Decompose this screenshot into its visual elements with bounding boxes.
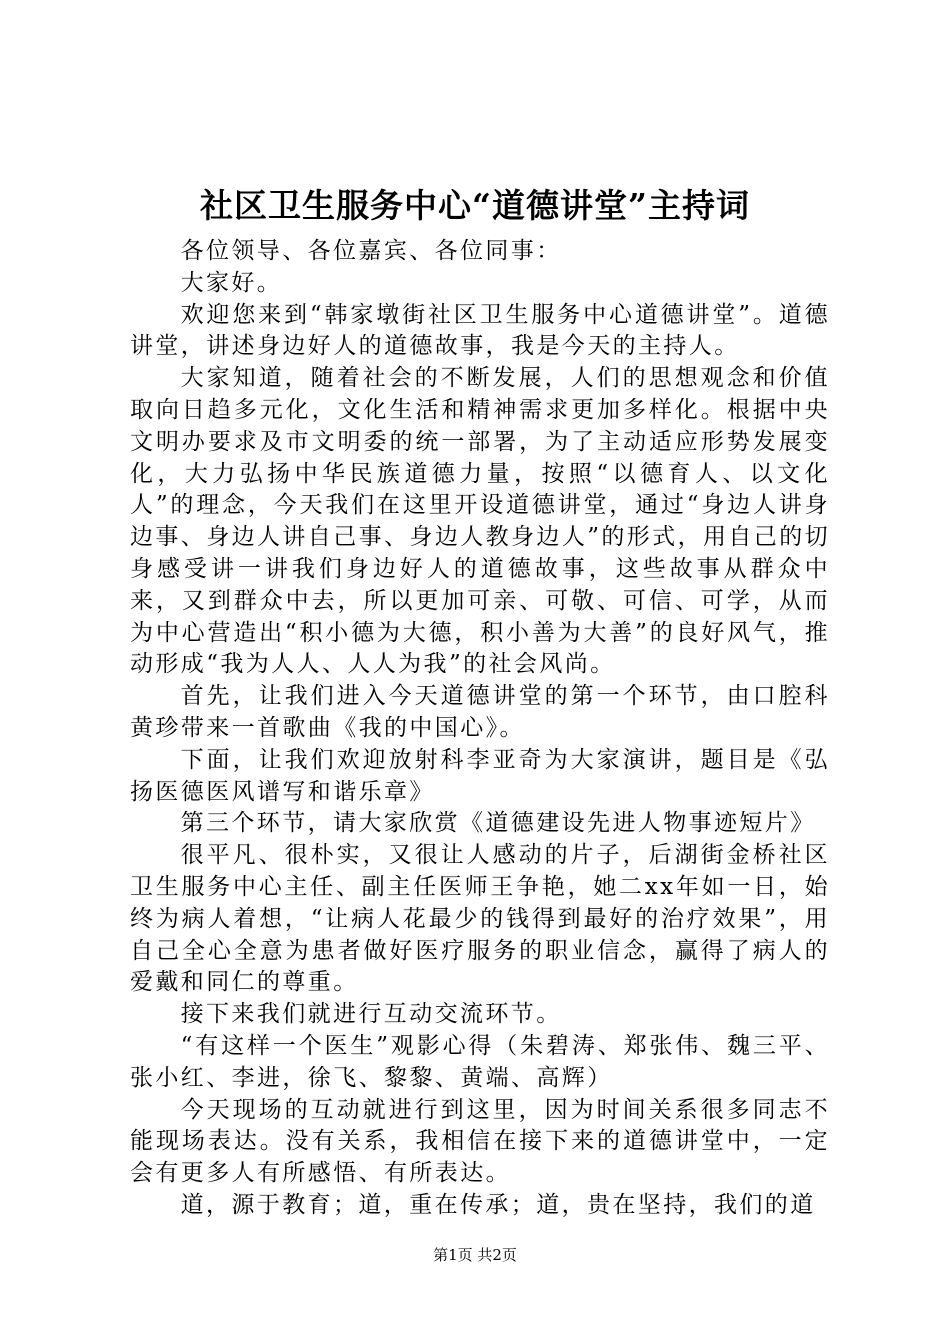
paragraph-greeting: 各位领导、各位嘉宾、各位同事： <box>180 238 562 264</box>
paragraph-speech: 下面，让我们欢迎放射科李亚奇为大家演讲，题目是《弘扬医德医风谱写和谐乐章》 <box>130 746 830 805</box>
paragraph-third-segment: 第三个环节，请大家欣赏《道德建设先进人物事迹短片》 <box>180 810 816 837</box>
paragraph-hello: 大家好。 <box>180 269 283 296</box>
paragraph-film-review: 很平凡、很朴实，又很让人感动的片子，后湖街金桥社区卫生服务中心主任、副主任医师王争艳，她二xx年如一日，始终为病人着想，“让病人花最少的钱得到最好的治疗效果”，用自己全心全意为患者做好医疗服务的职业信念，赢得了病人的爱戴和同仁的尊重。 <box>130 842 830 996</box>
document-title: 社区卫生服务中心“道德讲堂”主持词 <box>200 186 750 225</box>
document-body <box>130 236 830 1222</box>
paragraph-welcome: 欢迎您来到“韩家墩街社区卫生服务中心道德讲堂”。道德讲堂，讲述身边好人的道德故事，我是今天的主持人。 <box>130 301 830 360</box>
paragraph-interaction: 接下来我们就进行互动交流环节。 <box>180 1001 562 1028</box>
page-indicator: 第1页 共2页 <box>433 1246 517 1264</box>
paragraph-viewing-notes: “有这样一个医生”观影心得（朱碧涛、郑张伟、魏三平、张小红、李进，徐飞、黎黎、黄端、高辉） <box>130 1032 830 1091</box>
paragraph-closing-interaction: 今天现场的互动就进行到这里，因为时间关系很多同志不能现场表达。没有关系，我相信在接下来的道德讲堂中，一定会有更多人有所感悟、有所表达。 <box>130 1096 830 1187</box>
page-footer <box>0 1245 950 1265</box>
paragraph-background: 大家知道，随着社会的不断发展，人们的思想观念和价值取向日趋多元化，文化生活和精神需求更加多样化。根据中央文明办要求及市文明委的统一部署，为了主动适应形势发展变化，大力弘扬中华民族道德力量，按照“以德育人、以文化人”的理念，今天我们在这里开设道德讲堂，通过“身边人讲身边事、身边人讲自己事、身边人教身边人”的形式，用自己的切身感受讲一讲我们身边好人的道德故事，这些故事从群众中来，又到群众中去，所以更加可亲、可敬、可信、可学，从而为中心营造出“积小德为大德，积小善为大善”的良好风气，推动形成“我为人人、人人为我”的社会风尚。 <box>130 365 830 678</box>
paragraph-first-segment: 首先，让我们进入今天道德讲堂的第一个环节，由口腔科黄珍带来一首歌曲《我的中国心》。 <box>130 683 830 741</box>
paragraph-conclusion: 道，源于教育；道，重在传承；道，贵在坚持，我们的道 <box>180 1191 816 1218</box>
